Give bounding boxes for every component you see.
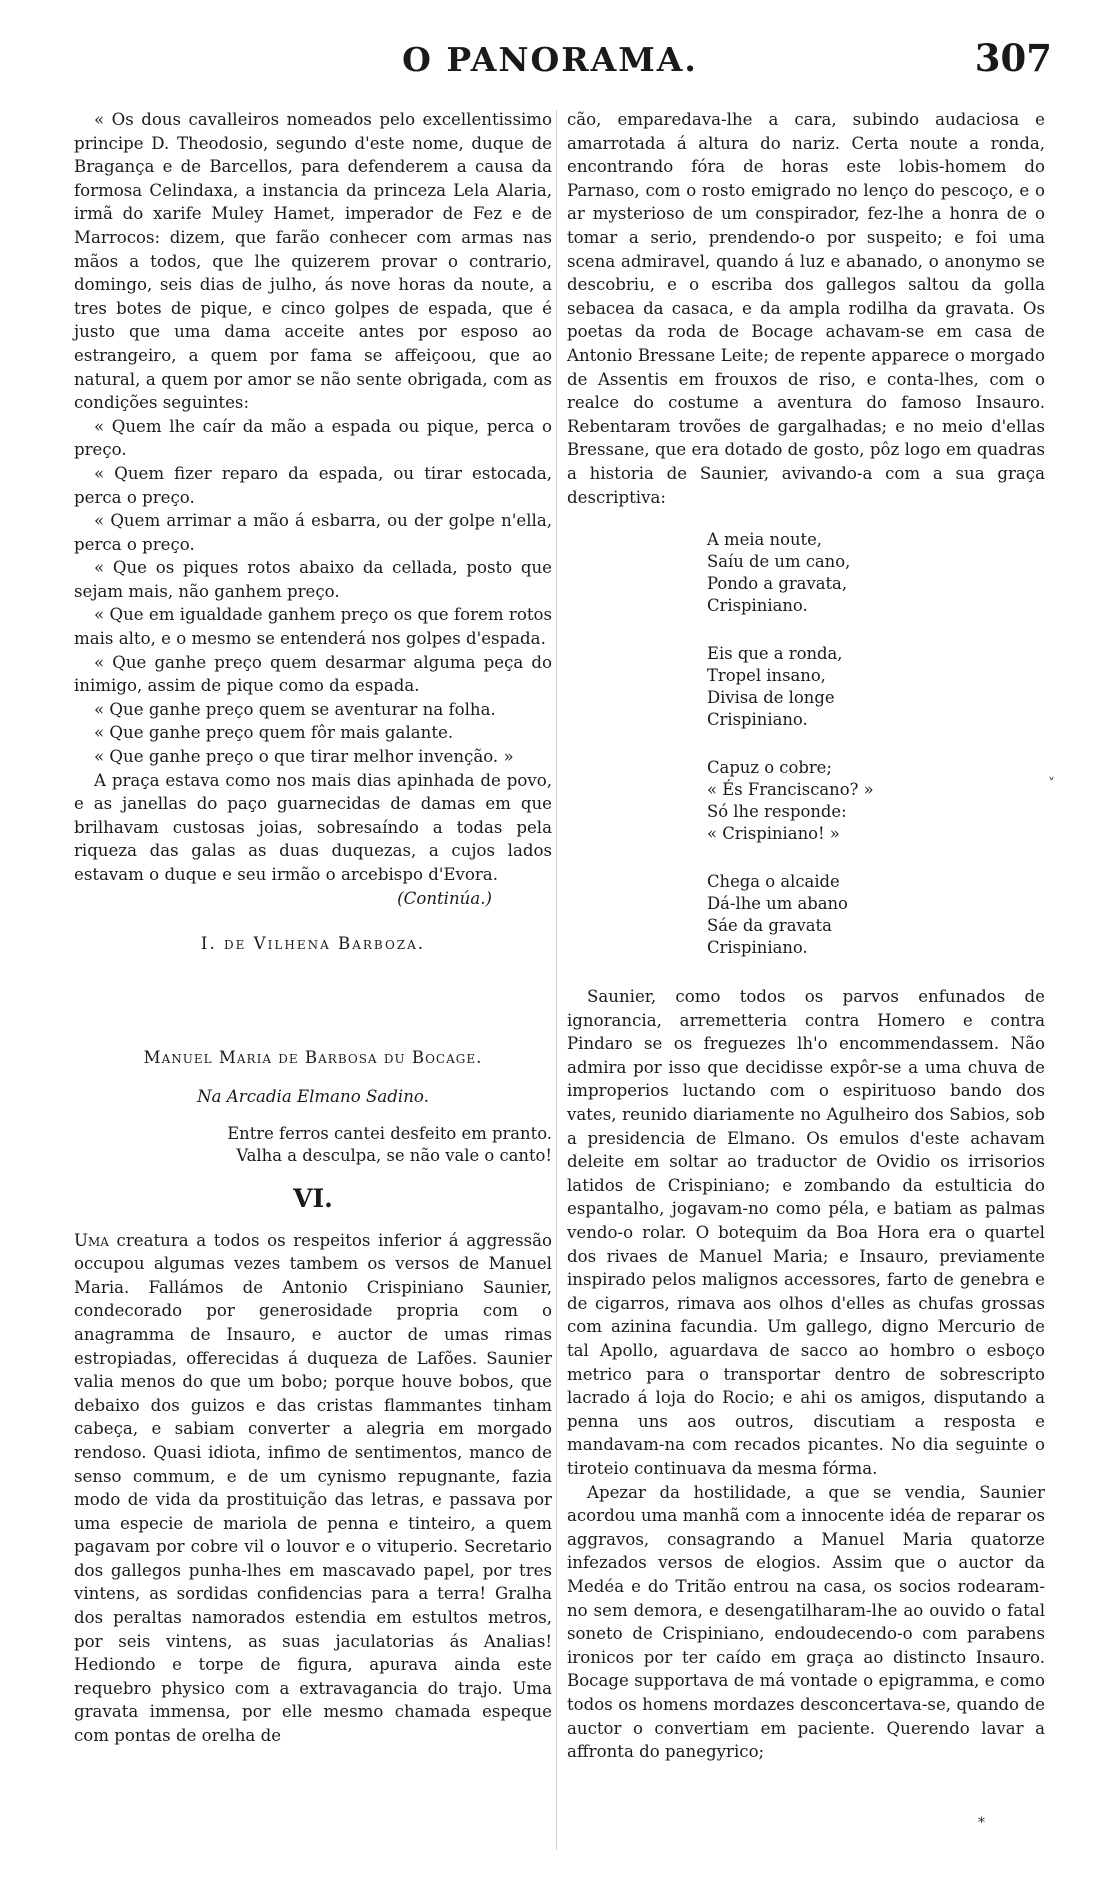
column-divider (556, 110, 557, 1850)
verse-line: Tropel insano, (707, 666, 826, 686)
left-column (74, 108, 552, 1748)
article-body-paragraph (74, 1229, 552, 1748)
verse-line: Pondo a gravata, (707, 574, 848, 594)
decree-paragraph: « Que ganhe preço quem fôr mais galante. (94, 723, 454, 743)
verse-line: Chega o alcaide (707, 872, 840, 892)
opening-word: Uma (74, 1230, 109, 1250)
decree-paragraph: « Quem fizer reparo da espada, ou tirar estocada, perca o preço. (74, 463, 552, 507)
verse-line: « Crispiniano! » (707, 824, 840, 844)
article-paragraph: Saunier, como todos os parvos enfunados de ignorancia, arremetteria contra Homero e contra Pindaro se os freguezes lh'o encommendassem. Não admira por isso que decidisse expôr-se a uma chuva de improperios luctando com o espirituoso bando dos vates, reunido diariamente no Agulheiro dos Sabios, sob a presidencia de Elmano. Os emulos d'este achavam deleite em soltar ao traductor de Ovidio os irrisorios latidos de Crispiniano; e zombando da estulticia do espantalho, jogavam-no como péla, e batiam as palmas vendo-o rolar. O botequim da Boa Hora era o quartel dos rivaes de Manuel Maria; e Insauro, previamente inspirado pelos malignos accessores, farto de genebra e de cigarros, rimava aos olhos d'elles as chufas grossas com azinina facundia. Um gallego, digno Mercurio de tal Apollo, aguardava de sacco ao hombro o esboço metrico para o transportar dentro de sobrescripto lacrado á loja do Rocio; e ahi os amigos, disputando a penna uns aos outros, discutiam a resposta e mandavam-na com recados picantes. No dia seguinte o tiroteio continuava da mesma fórma. (567, 987, 1045, 1478)
body-text: creatura a todos os respeitos inferior á aggressão occupou algumas vezes tambem os versos de Manuel Maria. Fallámos de Antonio Crispiniano Saunier, condecorado por generosidade propria com o anagramma de Insauro, e auctor de umas rimas estropiadas, offerecidas á duqueza de Lafões. Saunier valia menos do que um bobo; porque houve bobos, que debaixo dos guizos e das cristas flammantes tinham cabeça, e sabiam converter a alegria em morgado rendoso. Quasi idiota, infimo de sentimentos, manco de senso commum, e de um cynismo repugnante, fazia modo de vida da prostituição das letras, e passava por uma especie de mariola de penna e tinteiro, a quem pagavam por cobre vil o louvor e o vituperio. Secretario dos gallegos punha-lhes em mascavado papel, por tres vintens, as sordidas confidencias para a terra! Gralha dos peraltas namorados estendia em estultos metros, por seis vintens, as suas jaculatorias ás Analias! Hediondo e torpe de figura, apurava ainda este requebro physico com a extravagancia do trajo. Uma gravata immensa, por elle mesmo chamada espeque com pontas de orelha de (74, 1230, 552, 1746)
author-signature: I. de Vilhena Barboza. (200, 934, 426, 954)
verse-stanza (707, 643, 1045, 731)
article-paragraph: cão, emparedava-lhe a cara, subindo audaciosa e amarrotada á altura do nariz. Certa noute a ronda, encontrando fóra de horas este lobis-homem do Parnaso, com o rosto emigrado no lenço do pescoço, e o ar mysterioso de um conspirador, fez-lhe a honra de o tomar a serio, prendendo-o por suspeito; e foi uma scena admiravel, quando á luz e abanado, o anonymo se descobriu, e o escriba dos gallegos saltou da golla sebacea da casaca, e da ampla rodilha da gravata. Os poetas da roda de Bocage achavam-se em casa de Antonio Bressane Leite; de repente apparece o morgado de Assentis em frouxos de riso, e conta-lhes, com o realce do costume a aventura do famoso Insauro. Rebentaram trovões de gargalhadas; e no meio d'ellas Bressane, que era dotado de gosto, pôz logo em quadras a historia de Saunier, avivando-a com a sua graça descriptiva: (567, 110, 1045, 507)
decree-paragraph: « Que os piques rotos abaixo da cellada, posto que sejam mais, não ganhem preço. (74, 558, 552, 601)
verse-line: « És Franciscano? » (707, 780, 874, 800)
verse-line: Crispiniano. (707, 596, 808, 616)
verse-line: Capuz o cobre; (707, 758, 832, 778)
decree-paragraph: « Que ganhe preço quem se aventurar na folha. (94, 699, 496, 719)
verse-line: Crispiniano. (707, 710, 808, 730)
decree-paragraph: « Que em igualdade ganhem preço os que forem rotos mais alto, e o mesmo se entenderá nos golpes d'espada. (74, 605, 552, 649)
verse-line: Crispiniano. (707, 938, 808, 958)
continua-note: (Continúa.) (397, 888, 492, 908)
margin-mark: ˅ (1048, 776, 1055, 792)
right-column (567, 108, 1045, 1764)
verse-stanza (707, 529, 1045, 617)
verse-line: Saíu de um cano, (707, 552, 851, 572)
verse-line: A meia noute, (707, 530, 822, 550)
decree-paragraph: « Quem lhe caír da mão a espada ou pique, perca o preço. (74, 416, 552, 460)
decree-paragraph: « Que ganhe preço o que tirar melhor invenção. » (94, 747, 514, 767)
epigraph-line: Valha a desculpa, se não vale o canto! (236, 1145, 552, 1165)
decree-paragraph: « Que ganhe preço quem desarmar alguma peça do inimigo, assim de pique como da espada. (74, 652, 552, 696)
page-number: 307 (974, 36, 1052, 80)
journal-title: O PANORAMA. (402, 40, 698, 79)
decree-paragraph: A praça estava como nos mais dias apinhada de povo, e as janellas do paço guarnecidas de damas em que brilhavam custosas joias, sobresaíndo a todas pela riqueza das galas as duas duquezas, a cujos lados estavam o duque e seu irmão o arcebispo d'Evora. (74, 770, 552, 884)
verse-line: Eis que a ronda, (707, 644, 843, 664)
epigraph (74, 1123, 552, 1167)
verse-line: Dá-lhe um abano (707, 894, 848, 914)
decree-paragraph: « Quem arrimar a mão á esbarra, ou der golpe n'ella, perca o preço. (74, 511, 552, 554)
margin-mark: * (978, 1815, 985, 1831)
section-title: Manuel Maria de Barbosa du Bocage. (143, 1047, 483, 1067)
verse-line: Só lhe responde: (707, 802, 847, 822)
left-paragraphs (74, 108, 552, 887)
chapter-number: VI. (293, 1183, 333, 1213)
decree-paragraph: « Os dous cavalleiros nomeados pelo excellentissimo principe D. Theodosio, segundo d'este nome, duque de Bragança e de Barcellos, para defenderem a causa da formosa Celindaxa, a instancia da princeza Lela Alaria, irmã do xarife Muley Hamet, imperador de Fez e de Marrocos: dizem, que farão conhecer com armas nas mãos a todos, que lhe quizerem provar o contrario, domingo, seis dias de julho, ás nove horas da noute, a tres botes de pique, e cinco golpes de espada, que é justo que uma dama acceite antes por esposo ao estrangeiro, a quem por fama se affeiçoou, que ao natural, a quem por amor se não sente obrigada, com as condições seguintes: (74, 110, 552, 413)
verse-line: Divisa de longe (707, 688, 835, 708)
verse-stanza (707, 871, 1045, 959)
section-subtitle: Na Arcadia Elmano Sadino. (197, 1087, 429, 1107)
page-header (0, 36, 1100, 86)
verse-stanza (707, 757, 1045, 845)
verse-block (567, 529, 1045, 959)
epigraph-line: Entre ferros cantei desfeito em pranto. (227, 1123, 552, 1143)
article-paragraph: Apezar da hostilidade, a que se vendia, Saunier acordou uma manhã com a innocente idéa de reparar os aggravos, consagrando a Manuel Maria quatorze infezados versos de elogios. Assim que o auctor da Medéa e do Tritão entrou na casa, os socios rodearam-no sem demora, e desengatilharam-lhe ao ouvido o fatal soneto de Crispiniano, endoudecendo-o com parabens ironicos por ter caído em graça ao distincto Insauro. Bocage supportava de má vontade o epigramma, e como todos os homens mordazes desconcertava-se, quando de auctor o convertiam em paciente. Querendo lavar a affronta do panegyrico; (567, 1482, 1045, 1762)
verse-line: Sáe da gravata (707, 916, 832, 936)
